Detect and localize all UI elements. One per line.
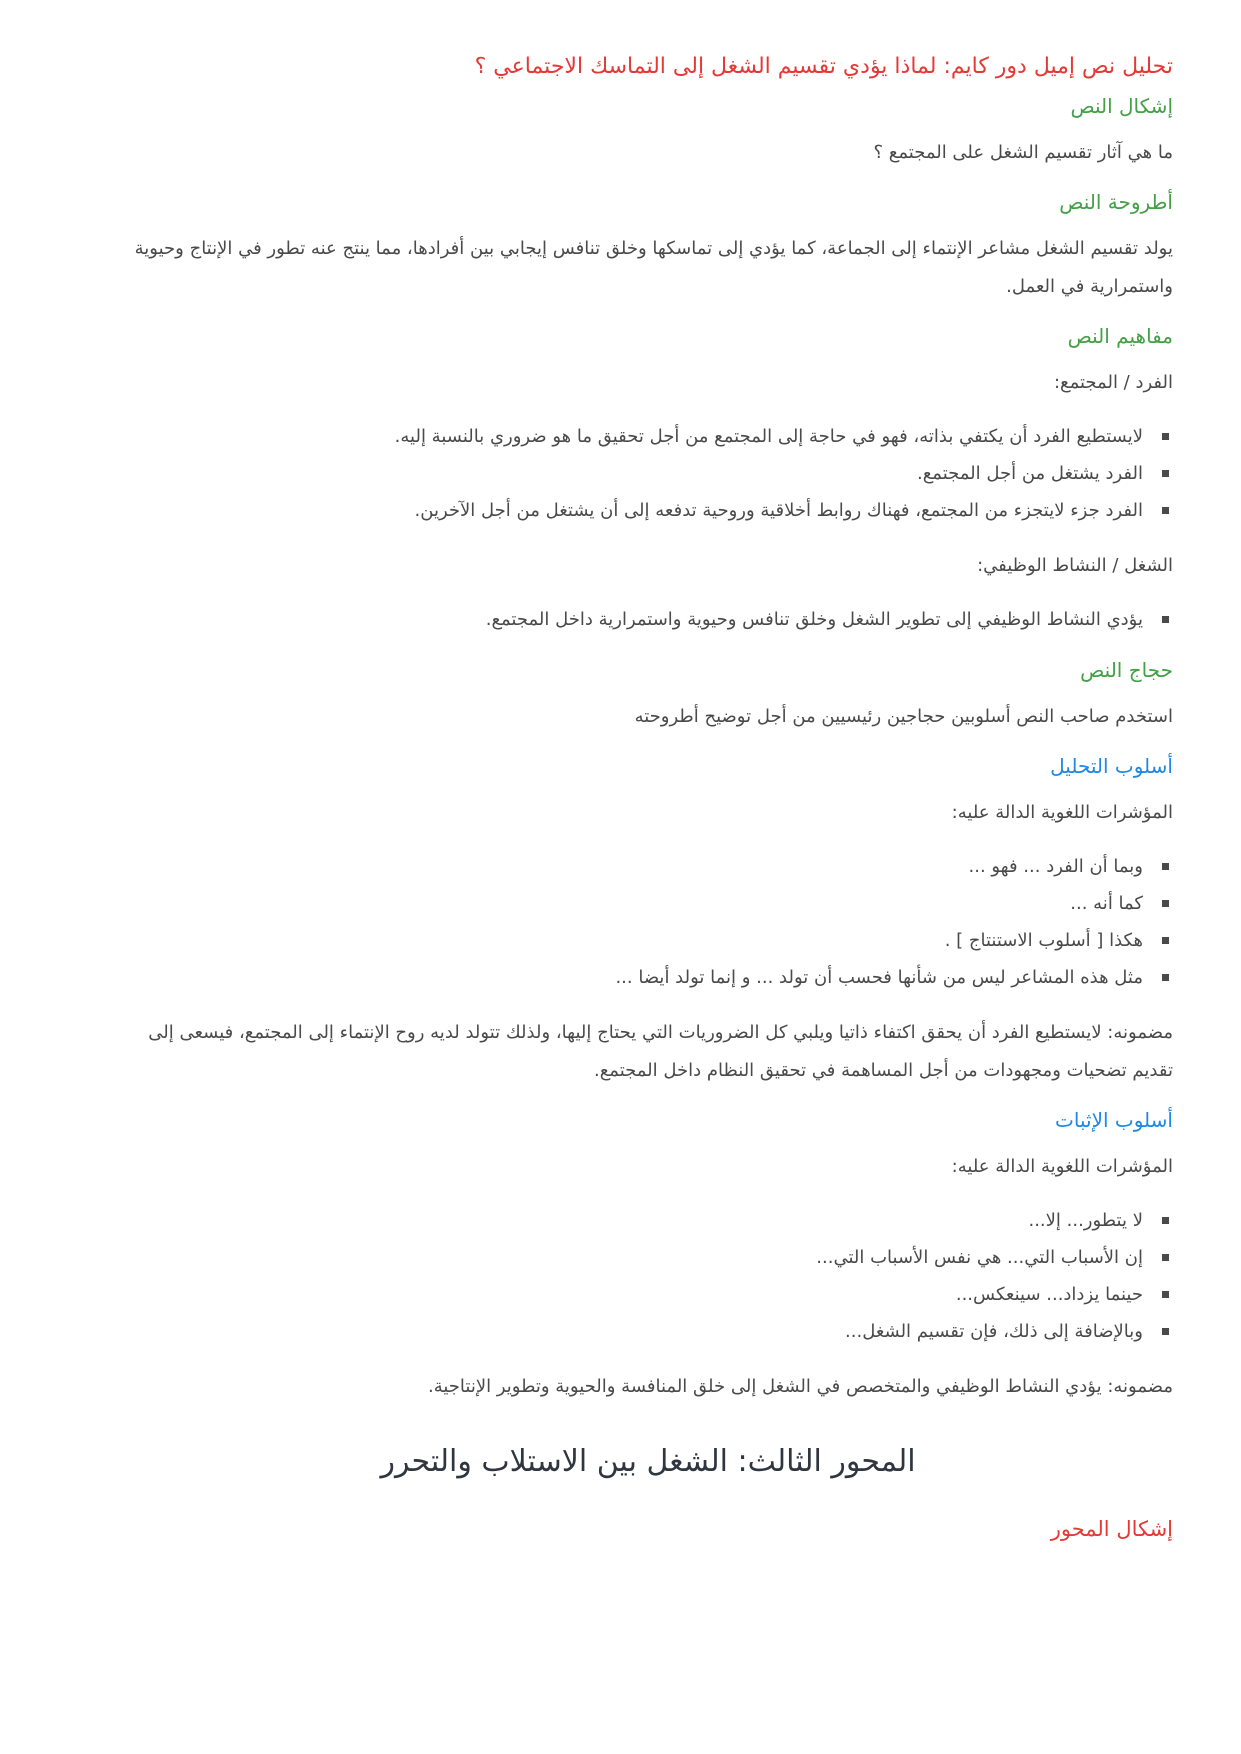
list-item: [123, 959, 1143, 996]
list-item: [123, 418, 1143, 455]
list-item: [123, 455, 1143, 492]
article: [123, 52, 1173, 1544]
analysis-heading: أسلوب التحليل: [1050, 754, 1173, 778]
analysis-list: [123, 848, 1173, 996]
axis-problem-heading: إشكال المحور: [1050, 1517, 1173, 1541]
list-item-text: وبالإضافة إلى ذلك، فإن تقسيم الشغل...: [845, 1321, 1143, 1342]
axis-title: المحور الثالث: الشغل بين الاستلاب والتحرر: [380, 1444, 916, 1479]
list-item-text: مثل هذه المشاعر ليس من شأنها فحسب أن تولد ... و إنما تولد أيضا ...: [615, 967, 1143, 988]
concepts-list-1: [123, 418, 1173, 529]
list-item: [123, 1276, 1143, 1313]
list-item-text: لايستطيع الفرد أن يكتفي بذاته، فهو في حاجة إلى المجتمع من أجل تحقيق ما هو ضروري بالنسبة إليه.: [394, 426, 1143, 447]
list-item: [123, 601, 1143, 638]
concepts-list-2: [123, 601, 1173, 638]
concept-label-work-function: الشغل / النشاط الوظيفي:: [977, 555, 1173, 576]
proof-list: [123, 1202, 1173, 1350]
proof-heading: أسلوب الإثبات: [1055, 1108, 1173, 1132]
square-bullet-icon: [1162, 1217, 1169, 1224]
list-item: [123, 492, 1143, 529]
square-bullet-icon: [1162, 1328, 1169, 1335]
square-bullet-icon: [1162, 1291, 1169, 1298]
square-bullet-icon: [1162, 937, 1169, 944]
square-bullet-icon: [1162, 1254, 1169, 1261]
list-item: [123, 1313, 1143, 1350]
proof-content: مضمونه: يؤدي النشاط الوظيفي والمتخصص في الشغل إلى خلق المنافسة والحيوية وتطوير الإنتاجية.: [428, 1376, 1173, 1397]
square-bullet-icon: [1162, 470, 1169, 477]
problem-text: ما هي آثار تقسيم الشغل على المجتمع ؟: [873, 142, 1173, 163]
list-item: [123, 922, 1143, 959]
list-item-text: هكذا [ أسلوب الاستنتاج ] .: [944, 930, 1143, 951]
list-item-text: يؤدي النشاط الوظيفي إلى تطوير الشغل وخلق تنافس وحيوية واستمرارية داخل المجتمع.: [485, 609, 1143, 630]
arguments-heading: حجاج النص: [1080, 658, 1173, 682]
list-item-text: حينما يزداد... سينعكس...: [955, 1284, 1143, 1305]
list-item: [123, 848, 1143, 885]
square-bullet-icon: [1162, 616, 1169, 623]
square-bullet-icon: [1162, 507, 1169, 514]
square-bullet-icon: [1162, 974, 1169, 981]
problem-heading: إشكال النص: [1070, 94, 1173, 118]
list-item: [123, 885, 1143, 922]
list-item: [123, 1239, 1143, 1276]
thesis-text: يولد تقسيم الشغل مشاعر الإنتماء إلى الجماعة، كما يؤدي إلى تماسكها وخلق تنافس إيجابي بين أفرادها، مما ينتج عنه تطور في الإنتاج وحيوية واستمرارية في العمل.: [134, 238, 1173, 297]
arguments-text: استخدم صاحب النص أسلوبين حجاجين رئيسيين من أجل توضيح أطروحته: [634, 706, 1173, 727]
list-item-text: كما أنه ...: [1070, 893, 1143, 914]
analysis-label: المؤشرات اللغوية الدالة عليه:: [951, 802, 1173, 823]
concepts-heading: مفاهيم النص: [1067, 324, 1173, 348]
thesis-heading: أطروحة النص: [1059, 190, 1173, 214]
list-item-text: لا يتطور... إلا...: [1028, 1210, 1143, 1231]
proof-label: المؤشرات اللغوية الدالة عليه:: [951, 1156, 1173, 1177]
square-bullet-icon: [1162, 433, 1169, 440]
list-item-text: الفرد جزء لايتجزء من المجتمع، فهناك روابط أخلاقية وروحية تدفعه إلى أن يشتغل من أجل الآخرين.: [414, 500, 1143, 521]
concept-label-individual-society: الفرد / المجتمع:: [1053, 372, 1173, 393]
square-bullet-icon: [1162, 863, 1169, 870]
list-item-text: الفرد يشتغل من أجل المجتمع.: [917, 463, 1143, 484]
analysis-content: مضمونه: لايستطيع الفرد أن يحقق اكتفاء ذاتيا ويلبي كل الضروريات التي يحتاج إليها، ولذلك تتولد لديه روح الإنتماء إلى المجتمع، فيسعى إلى تقديم تضحيات ومجهودات من أجل المساهمة في تحقيق النظام داخل المجتمع.: [148, 1022, 1173, 1081]
article-title: تحليل نص إميل دور كايم: لماذا يؤدي تقسيم الشغل إلى التماسك الاجتماعي ؟: [474, 54, 1173, 79]
list-item: [123, 1202, 1143, 1239]
square-bullet-icon: [1162, 900, 1169, 907]
list-item-text: إن الأسباب التي... هي نفس الأسباب التي...: [816, 1247, 1143, 1268]
list-item-text: وبما أن الفرد ... فهو ...: [968, 856, 1143, 877]
